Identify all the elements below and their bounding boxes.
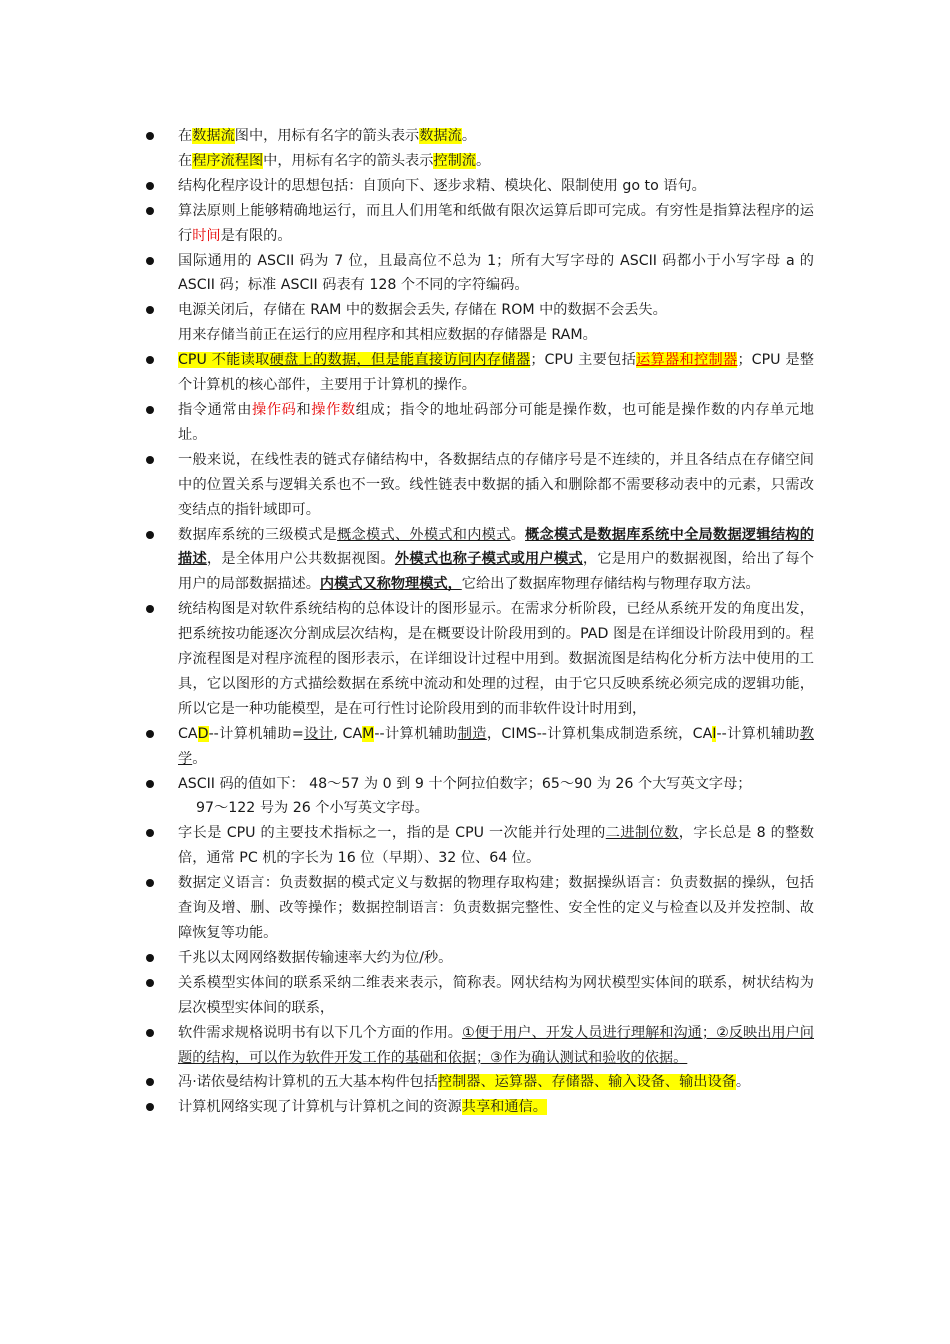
list-item xyxy=(142,199,814,249)
bullet-icon xyxy=(146,182,154,190)
text-run: --计算机辅助 xyxy=(374,725,458,742)
text-run: --计算机辅助 xyxy=(716,725,800,742)
text-run: 概念模式是数据库系统中全局数据逻辑结构的描述 xyxy=(178,526,814,568)
paragraph xyxy=(178,448,814,523)
bullet-icon xyxy=(146,780,154,788)
bullet-icon xyxy=(146,1029,154,1037)
bullet-icon xyxy=(146,456,154,464)
text-run: 计算机网络实现了计算机与计算机之间的资源 xyxy=(178,1099,462,1116)
text-run: 它给出了数据库物理存储结构与物理存取方法。 xyxy=(461,576,760,593)
list-item xyxy=(142,597,814,722)
text-run: 统结构图是对软件系统结构的总体设计的图形显示。在需求分析阶段，已经从系统开发的角度出发，把系统按功能逐次分割成层次结构，是在概要设计阶段用到的。PAD 图是在详细设计阶段用到的。程序流程图是对程序流程的图形表示，在详细设计过程中用到。数据流图是结构化分析方法中使用的工具，它以图形的方式描绘数据在系统中流动和处理的过程，由于它只反映系统必须完成的逻辑功能，所以它是一种功能模型，是在可行性讨论阶段用到的而非软件设计时用到， xyxy=(178,601,814,717)
bullet-list xyxy=(142,124,814,1120)
text-run: 指令通常由 xyxy=(178,401,253,418)
text-run: 设计 xyxy=(303,725,334,742)
bullet-icon xyxy=(146,257,154,265)
text-run: 用来存储当前正在运行的应用程序和其相应数据的存储器是 RAM。 xyxy=(178,327,597,344)
paragraph xyxy=(178,323,814,348)
text-run: 冯·诺依曼结构计算机的五大基本构件包括 xyxy=(178,1074,438,1091)
list-item xyxy=(142,398,814,448)
text-run: 软件需求规格说明书有以下几个方面的作用。 xyxy=(178,1024,462,1041)
text-run: 国际通用的 ASCII 码为 7 位，且最高位不总为 1；所有大写字母的 ASCII 码都小于小写字母 a 的 ASCII 码；标准 ASCII 码表有 128 个不同的字符编码。 xyxy=(178,252,814,294)
paragraph xyxy=(178,597,814,722)
paragraph xyxy=(178,1070,814,1095)
text-run: , CA xyxy=(333,725,363,742)
paragraph xyxy=(178,249,814,299)
text-run: 数据流 xyxy=(419,128,462,144)
bullet-icon xyxy=(146,406,154,414)
text-run: ，CIMS--计算机集成制造系统，CA xyxy=(486,725,713,742)
text-run: 千兆以太网网络数据传输速率大约为位/秒。 xyxy=(178,949,453,966)
text-run: I xyxy=(712,725,717,742)
list-item xyxy=(142,249,814,299)
bullet-icon xyxy=(146,605,154,613)
text-run: 二进制位数 xyxy=(605,825,679,842)
list-item xyxy=(142,174,814,199)
paragraph xyxy=(178,772,814,797)
list-item xyxy=(142,348,814,398)
bullet-icon xyxy=(146,879,154,887)
text-run: ；CPU 主要包括 xyxy=(530,352,637,369)
text-run: D xyxy=(197,725,209,742)
text-run: 和 xyxy=(296,401,312,418)
text-run: 结构化程序设计的思想包括：自顶向下、逐步求精、模块化、限制使用 go to 语句。 xyxy=(178,177,706,194)
list-item xyxy=(142,523,814,598)
text-run: 数据定义语言：负责数据的模式定义与数据的物理存取构建；数据操纵语言：负责数据的操纵，包括查询及增、删、改等操作；数据控制语言：负责数据完整性、安全性的定义与检查以及并发控制、故障恢复等功能。 xyxy=(178,875,814,941)
paragraph xyxy=(178,348,814,398)
paragraph xyxy=(178,523,814,598)
text-run: 字长是 CPU 的主要技术指标之一，指的是 CPU 一次能并行处理的 xyxy=(178,825,606,842)
bullet-icon xyxy=(146,356,154,364)
list-item xyxy=(142,1070,814,1095)
list-item xyxy=(142,448,814,523)
bullet-icon xyxy=(146,829,154,837)
text-run: 操作码 xyxy=(252,401,297,418)
list-item xyxy=(142,1095,814,1120)
text-run: 数据库系统的三级模式是 xyxy=(178,526,338,543)
text-run: 是有限的。 xyxy=(220,227,292,244)
list-item xyxy=(142,722,814,772)
text-run: --计算机辅助= xyxy=(208,725,304,742)
text-run: 算法原则上能够精确地运行，而且人们用笔和纸做有限次运算后即可完成。有穷性是指算法程序的运行 xyxy=(178,202,814,244)
paragraph xyxy=(178,946,814,971)
text-run: 一般来说，在线性表的链式存储结构中，各数据结点的存储序号是不连续的，并且各结点在存储空间中的位置关系与逻辑关系也不一致。线性链表中数据的插入和删除都不需要移动表中的元素，只需改变结点的指针域即可。 xyxy=(178,451,814,518)
text-run: 在 xyxy=(178,128,193,144)
text-run: 数据流 xyxy=(192,128,235,144)
text-run: 97～122 号为 26 个小写英文字母。 xyxy=(196,800,429,817)
text-run: ，是全体用户公共数据视图。 xyxy=(206,551,395,568)
paragraph xyxy=(178,1095,814,1120)
text-run: 内模式又称物理模式， xyxy=(319,576,462,593)
text-run: 组成；指令的地址码部分可能是操作数，也可能是操作数的内存单元地址。 xyxy=(178,401,814,443)
text-run: 教学 xyxy=(178,725,814,767)
text-run: 硬盘上的数据，但是能直接访问内存储器 xyxy=(269,352,531,369)
bullet-icon xyxy=(146,306,154,314)
text-run: 。 xyxy=(461,128,477,144)
paragraph xyxy=(178,124,814,149)
text-run: 外模式也称子模式或用户模式 xyxy=(394,551,583,568)
text-run: 控制器、运算器、存储器、输入设备、输出设备 xyxy=(437,1074,736,1091)
paragraph xyxy=(178,722,814,772)
text-run: ；CPU 是整个计算机的核心部件，主要用于计算机的操作。 xyxy=(178,352,814,394)
list-item xyxy=(142,946,814,971)
text-run: 操作数 xyxy=(311,401,356,418)
text-run: 程序流程图 xyxy=(192,152,264,169)
paragraph xyxy=(178,1021,814,1071)
list-item xyxy=(142,772,814,822)
bullet-icon xyxy=(146,1103,154,1111)
text-run: 。 xyxy=(192,750,207,767)
bullet-icon xyxy=(146,979,154,987)
bullet-icon xyxy=(146,730,154,738)
text-run: 在 xyxy=(178,152,193,169)
paragraph xyxy=(178,796,814,821)
list-item xyxy=(142,821,814,871)
text-run: ，字长总是 8 的整数倍，通常 PC 机的字长为 16 位（早期）、32 位、64 位。 xyxy=(178,825,814,867)
text-run: 。 xyxy=(735,1074,751,1091)
paragraph xyxy=(178,199,814,249)
list-item xyxy=(142,1021,814,1071)
text-run: 共享和通信。 xyxy=(461,1099,547,1116)
bullet-icon xyxy=(146,531,154,539)
text-run: 。 xyxy=(510,526,526,543)
list-item xyxy=(142,124,814,174)
text-run: 电源关闭后，存储在 RAM 中的数据会丢失, 存储在 ROM 中的数据不会丢失。 xyxy=(178,302,667,319)
text-run: 。 xyxy=(476,152,491,169)
text-run: ①便于用户、开发人员进行理解和沟通；②反映出用户问题的结构，可以作为软件开发工作的基础和依据；③作为确认测试和验收的依据。 xyxy=(178,1024,814,1066)
text-run: CA xyxy=(178,725,198,742)
text-run: 运算器和控制器 xyxy=(636,352,738,369)
text-run: M xyxy=(362,725,375,742)
list-item xyxy=(142,871,814,946)
text-run: 控制流 xyxy=(433,152,476,169)
text-run: 制造 xyxy=(457,725,487,742)
paragraph xyxy=(178,149,814,174)
text-run: 概念模式、外模式和内模式 xyxy=(337,526,511,543)
text-run: CPU 不能读取 xyxy=(178,352,270,369)
list-item xyxy=(142,298,814,348)
text-run: 时间 xyxy=(192,227,221,244)
bullet-icon xyxy=(146,207,154,215)
text-run: 图中，用标有名字的箭头表示 xyxy=(234,128,420,144)
bullet-icon xyxy=(146,1078,154,1086)
paragraph xyxy=(178,398,814,448)
text-run: 中，用标有名字的箭头表示 xyxy=(263,152,434,169)
paragraph xyxy=(178,971,814,1021)
text-run: ，它是用户的数据视图，给出了每个用户的局部数据描述。 xyxy=(178,551,814,593)
paragraph xyxy=(178,821,814,871)
paragraph xyxy=(178,871,814,946)
paragraph xyxy=(178,298,814,323)
text-run: 关系模型实体间的联系采纳二维表来表示，简称表。网状结构为网状模型实体间的联系，树状结构为层次模型实体间的联系， xyxy=(178,974,814,1016)
bullet-icon xyxy=(146,132,154,140)
list-item xyxy=(142,971,814,1021)
bullet-icon xyxy=(146,954,154,962)
paragraph xyxy=(178,174,814,199)
text-run: ASCII 码的值如下： 48～57 为 0 到 9 十个阿拉伯数字；65～90 为 26 个大写英文字母； xyxy=(178,775,752,792)
